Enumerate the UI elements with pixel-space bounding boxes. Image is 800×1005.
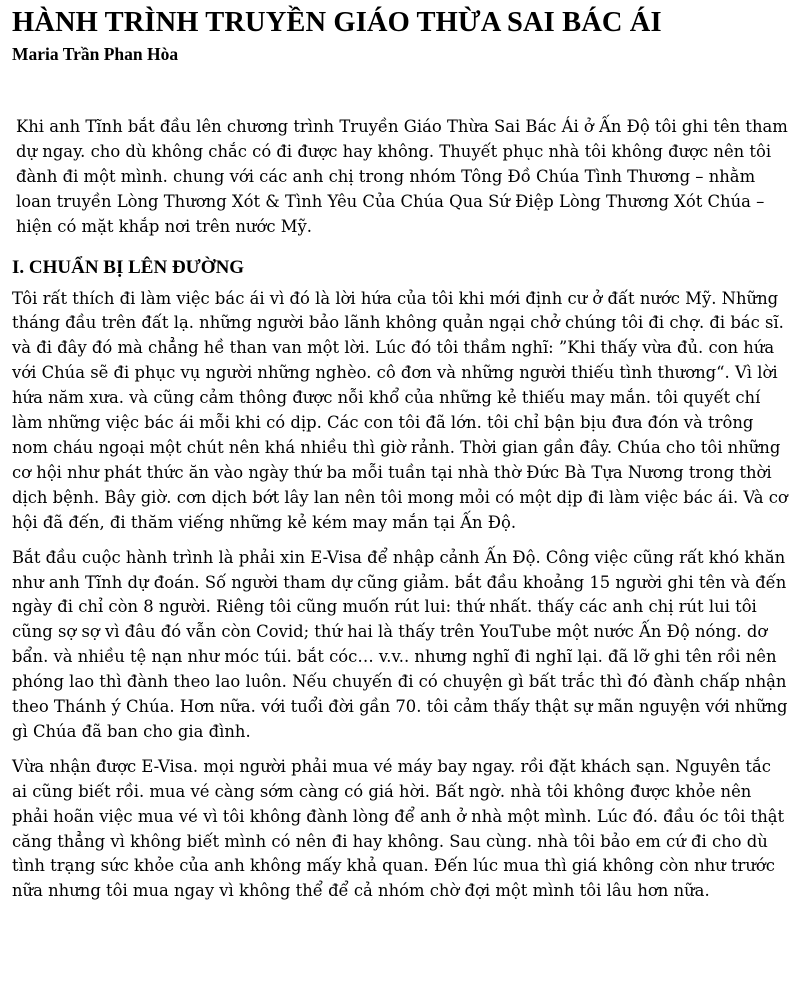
article-title: HÀNH TRÌNH TRUYỀN GIÁO THỪA SAI BÁC ÁI — [12, 7, 662, 38]
document-page — [12, 4, 788, 904]
section-heading: I. CHUẨN BỊ LÊN ĐƯỜNG — [12, 256, 245, 278]
paragraph-1: Tôi rất thích đi làm việc bác ái vì đó là lời hứa của tôi khi mới định cư ở đất nước Mỹ. Những tháng đầu trên đất lạ. những người bảo lãnh không quản ngại chở chúng tôi đi chợ. đi bác sĩ. và đi đây đó mà chẳng hề than van một lời. Lúc đó tôi thầm nghĩ: ”Khi thấy vừa đủ. con hứa với Chúa sẽ đi phục vụ người những nghèo. cô đơn và những người thiếu tình thương“. Vì lời hứa năm xưa. và cũng cảm thông được nỗi khổ của những kẻ thiếu may mắn. tôi quyết chí làm những việc bác ái mỗi khi có dịp. Các con tôi đã lớn. tôi chỉ bận bịu đưa đón và trông nom cháu ngoại một chút nên khá nhiều thì giờ rảnh. Thời gian gần đây. Chúa cho tôi những cơ hội như phát thức ăn vào ngày thứ ba mỗi tuần tại nhà thờ Đức Bà Tựa Nương trong thời dịch bệnh. Bây giờ. cơn dịch bớt lây lan nên tôi mong mỏi có một dịp đi làm việc bác ái. Và cơ hội đã đến, đi thăm viếng những kẻ kém may mắn tại Ấn Độ. — [12, 288, 788, 532]
article-author: Maria Trần Phan Hòa — [12, 44, 179, 64]
intro-paragraph: Khi anh Tĩnh bắt đầu lên chương trình Truyền Giáo Thừa Sai Bác Ái ở Ấn Độ tôi ghi tên tham dự ngay. cho dù không chắc có đi được hay không. Thuyết phục nhà tôi không được nên tôi đành đi một mình. chung với các anh chị trong nhóm Tông Đồ Chúa Tình Thương – nhằm loan truyền Lòng Thương Xót & Tình Yêu Của Chúa Qua Sứ Điệp Lòng Thương Xót Chúa – hiện có mặt khắp nơi trên nước Mỹ. — [16, 117, 788, 236]
paragraph-3: Vừa nhận được E-Visa. mọi người phải mua vé máy bay ngay. rồi đặt khách sạn. Nguyên tắc ai cũng biết rồi. mua vé càng sớm càng có giá hời. Bất ngờ. nhà tôi không được khỏe nên phải hoãn việc mua vé vì tôi không đành lòng để anh ở nhà một mình. Lúc đó. đầu óc tôi thật căng thẳng vì không biết mình có nên đi hay không. Sau cùng. nhà tôi bảo em cứ đi cho dù tình trạng sức khỏe của anh không mấy khả quan. Đến lúc mua thì giá không còn như trước nữa nhưng tôi mua ngay vì không thể để cả nhóm chờ đợi một mình tôi lâu hơn nữa. — [12, 756, 785, 901]
paragraph-2: Bắt đầu cuộc hành trình là phải xin E-Visa để nhập cảnh Ấn Độ. Công việc cũng rất khó khăn như anh Tĩnh dự đoán. Số người tham dự cũng giảm. bắt đầu khoảng 15 người ghi tên và đến ngày đi chỉ còn 8 người. Riêng tôi cũng muốn rút lui: thứ nhất. thấy các anh chị rút lui tôi cũng sợ sợ vì đâu đó vẫn còn Covid; thứ hai là thấy trên YouTube một nước Ấn Độ nóng. dơ bẩn. và nhiều tệ nạn như móc túi. bắt cóc… v.v.. nhưng nghĩ đi nghĩ lại. đã lỡ ghi tên rồi nên phóng lao thì đành theo lao luôn. Nếu chuyến đi có chuyện gì bất trắc thì đó đành chấp nhận theo Thánh ý Chúa. Hơn nữa. với tuổi đời gần 70. tôi cảm thấy thật sự mãn nguyện với những gì Chúa đã ban cho gia đình. — [12, 547, 788, 741]
